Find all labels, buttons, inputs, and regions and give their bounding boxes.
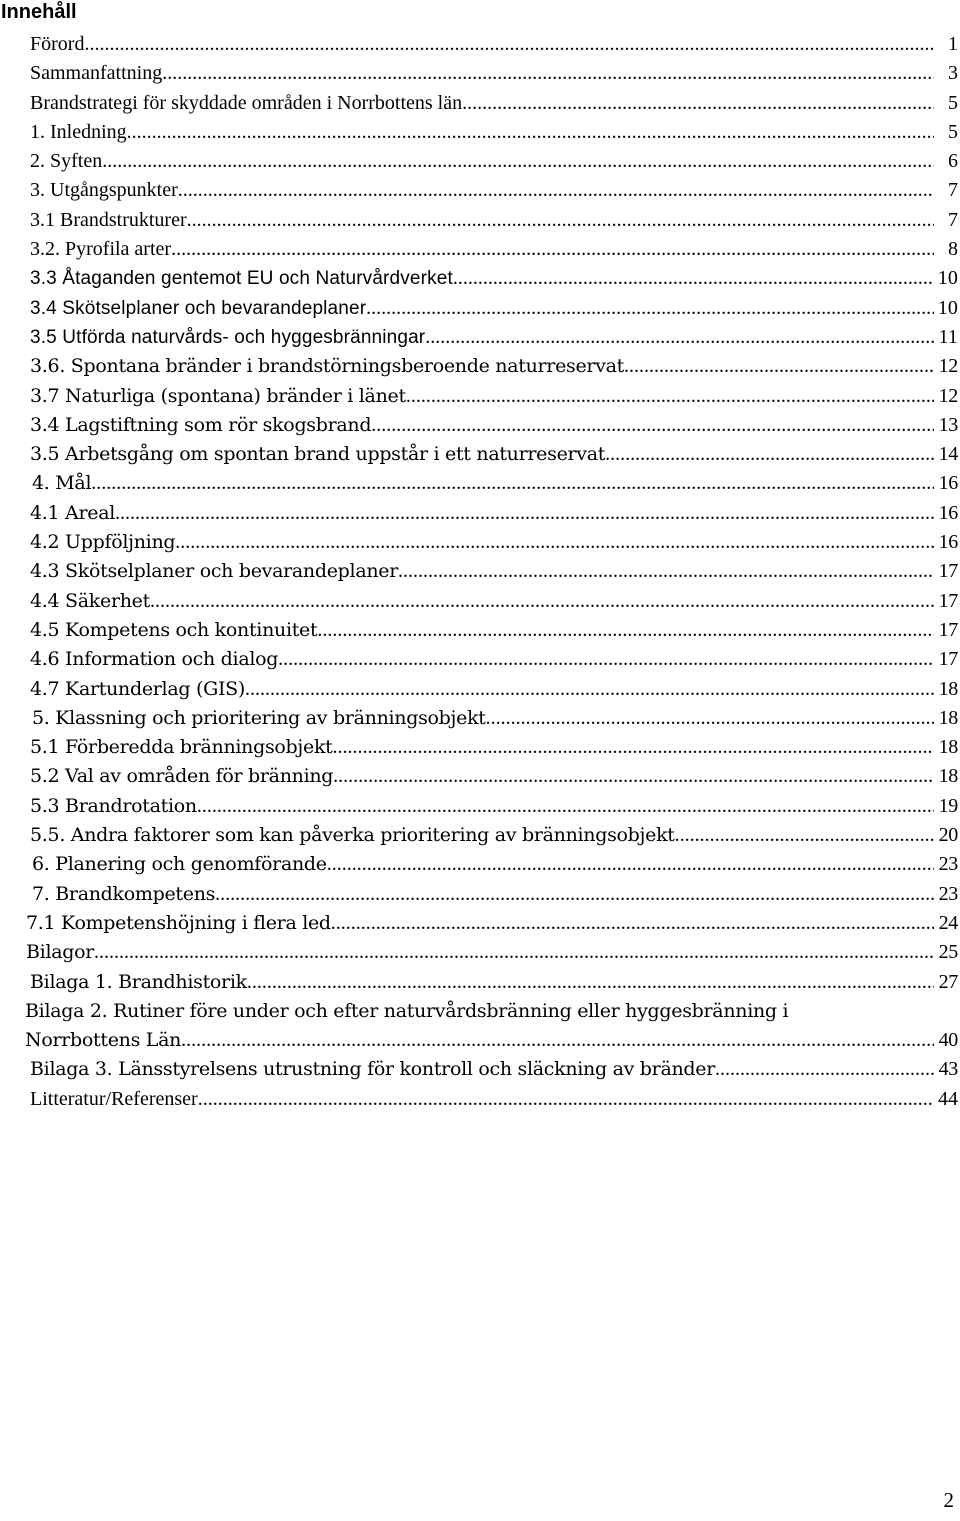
toc-entry-title: 5. Klassning och prioritering av bränningsobjekt [32,706,486,729]
toc-entry-leader [245,675,934,704]
toc-entry-title: Bilagor [26,941,95,964]
toc-entry-leader [333,762,934,791]
toc-entry-page: 20 [938,824,958,847]
toc-entry-title: 4.6 Information och dialog [30,648,279,671]
toc-entry-page: 10 [937,267,958,290]
toc-entry-utgangspunkter[interactable] [0,176,960,205]
toc-entry-title: Bilaga 1. Brandhistorik [30,970,247,993]
toc-entry-title: 3.2. Pyrofila arter [30,238,172,261]
toc-entry-kompetenshojning[interactable] [0,909,960,938]
toc-entry-title: 3.6. Spontana bränder i brandstörningsberoende naturreservat [30,355,624,378]
toc-entry-title: Sammanfattning [30,62,163,85]
toc-entry-page: 18 [938,677,958,700]
toc-entry-title: Förord [30,33,85,55]
toc-entry-title: 3.1 Brandstrukturer [30,208,187,231]
toc-entry-page: 12 [938,384,958,407]
toc-entry-title: 5.3 Brandrotation [30,794,197,817]
toc-entry-utforda-branningar[interactable] [0,323,960,352]
toc-entry-leader [171,235,934,264]
toc-entry-title: 4.7 Kartunderlag (GIS) [30,677,245,700]
toc-entry-leader [366,294,934,323]
toc-entry-leader [278,645,934,674]
toc-entry-title: 4.1 Areal [30,501,116,524]
toc-entry-title: 6. Planering och genomförande [32,853,327,876]
toc-entry-title: Bilaga 3. Länsstyrelsens utrustning för kontroll och släckning av bränder [30,1058,715,1081]
toc-heading: Innehåll [1,1,77,23]
toc-entry-bilaga-3[interactable] [0,1055,960,1084]
toc-entry-title: 3.3 Åtaganden gentemot EU och Naturvårdverket [30,268,453,290]
toc-entry-information[interactable] [0,645,960,674]
toc-entry-title: Litteratur/Referenser [30,1087,198,1110]
toc-entry-kompetens[interactable] [0,616,960,645]
toc-entry-sakerhet[interactable] [0,587,960,616]
toc-entry-leader [333,733,934,762]
toc-entry-page: 18 [938,765,958,788]
toc-entry-leader [175,528,934,557]
toc-entry-page: 16 [938,531,958,554]
toc-entry-title: 1. Inledning [30,120,127,143]
toc-entry-title: 5.1 Förberedda bränningsobjekt [30,736,333,759]
toc-entry-bilagor[interactable] [0,938,960,967]
toc-entry-page: 3 [948,62,958,85]
toc-entry-leader [181,1026,934,1055]
toc-entry-leader [331,909,934,938]
toc-entry-title: 4.5 Kompetens och kontinuitet [30,618,318,641]
toc-entry-leader [605,440,934,469]
toc-entry-planering[interactable] [0,850,960,879]
toc-entry-leader [425,323,934,352]
toc-entry-title: 4.4 Säkerhet [30,589,150,612]
toc-entry-val-av-omraden[interactable] [0,762,960,791]
toc-entry-uppfoljning[interactable] [0,528,960,557]
toc-entry-title: 4.2 Uppföljning [30,531,176,554]
toc-entry-leader [150,587,934,616]
toc-entry-page: 7 [948,208,958,231]
toc-entry-page: 24 [938,911,958,934]
toc-entry-leader [317,616,934,645]
toc-entry-title: 3.4 Lagstiftning som rör skogsbrand [30,413,372,436]
toc-entry-page: 8 [948,238,958,261]
toc-entry-leader [486,704,934,733]
toc-entry-leader [115,499,934,528]
table-of-contents [0,30,960,1114]
toc-entry-arbetsgang[interactable] [0,440,960,469]
toc-entry-title: 3.4 Skötselplaner och bevarandeplaner [30,297,367,319]
toc-entry-page: 44 [938,1087,958,1110]
toc-entry-page: 25 [938,941,958,964]
toc-entry-andra-faktorer[interactable] [0,821,960,850]
toc-entry-page: 14 [938,443,958,466]
toc-entry-mal[interactable] [0,469,960,498]
toc-entry-leader [462,89,934,118]
toc-entry-pyrofila-arter[interactable] [0,235,960,264]
toc-entry-leader [197,792,934,821]
toc-entry-brandstrukturer[interactable] [0,206,960,235]
toc-entry-kartunderlag[interactable] [0,675,960,704]
toc-entry-title: 4.3 Skötselplaner och bevarandeplaner [30,560,399,583]
toc-entry-title-line2: Norrbottens Län [25,1029,182,1052]
toc-entry-leader [94,938,934,967]
toc-entry-brandrotation[interactable] [0,792,960,821]
toc-entry-leader [84,30,934,59]
toc-entry-title: 4. Mål [32,472,92,495]
toc-entry-page: 17 [938,560,958,583]
toc-entry-page: 16 [938,472,958,495]
toc-entry-leader [102,147,934,176]
toc-entry-page: 17 [938,589,958,612]
toc-entry-title: 5.5. Andra faktorer som kan påverka prioritering av bränningsobjekt [30,824,675,847]
toc-entry-title: Brandstrategi för skyddade områden i Norrbottens län [30,91,463,114]
page-number: 2 [943,1488,954,1512]
toc-entry-title: 5.2 Val av områden för bränning [30,765,334,788]
toc-entry-page: 16 [938,501,958,524]
toc-entry-title: 3.5 Arbetsgång om spontan brand uppstår i ett naturreservat [30,443,606,466]
toc-entry-leader [398,557,934,586]
toc-entry-lagstiftning[interactable] [0,411,960,440]
toc-entry-title: 3.7 Naturliga (spontana) bränder i länet [30,384,406,407]
toc-entry-page: 43 [938,1058,958,1081]
toc-entry-page: 5 [948,120,958,143]
toc-entry-brandstrategi[interactable] [0,89,960,118]
toc-entry-title-line1: Bilaga 2. Rutiner före under och efter naturvårdsbränning eller hyggesbränning i [25,999,789,1022]
toc-entry-leader [178,176,934,205]
toc-entry-bilaga-2[interactable] [0,997,960,1056]
toc-entry-page: 7 [948,179,958,202]
toc-entry-inledning[interactable] [0,118,960,147]
toc-entry-leader [715,1055,934,1084]
toc-entry-page: 18 [938,706,958,729]
toc-entry-leader [198,1085,934,1114]
toc-entry-litteratur[interactable] [0,1085,960,1114]
toc-entry-leader [247,968,934,997]
toc-entry-leader [675,821,934,850]
toc-entry-page: 17 [938,648,958,671]
toc-entry-page: 18 [938,736,958,759]
toc-entry-skotselplaner-1[interactable] [0,294,960,323]
toc-entry-title: 3.5 Utförda naturvårds- och hyggesbränningar [30,326,426,348]
toc-entry-page: 17 [938,618,958,641]
toc-entry-forord[interactable] [0,30,960,59]
toc-entry-spontana-brander[interactable] [0,352,960,381]
toc-entry-skotselplaner-2[interactable] [0,557,960,586]
toc-entry-bilaga-1[interactable] [0,968,960,997]
toc-entry-page: 12 [938,355,958,378]
toc-entry-syften[interactable] [0,147,960,176]
toc-entry-page: 19 [938,794,958,817]
toc-entry-leader [162,59,934,88]
toc-entry-title: 2. Syften [30,150,103,173]
toc-entry-page: 5 [948,91,958,114]
toc-entry-areal[interactable] [0,499,960,528]
toc-entry-page: 23 [938,853,958,876]
toc-entry-page: 10 [937,296,958,319]
toc-entry-ataganden[interactable] [0,264,960,293]
toc-entry-page: 1 [948,33,958,55]
toc-entry-leader [187,206,934,235]
toc-entry-forberedda[interactable] [0,733,960,762]
toc-entry-page: 40 [938,1029,958,1052]
toc-entry-page: 11 [938,325,958,348]
toc-entry-brandkompetens[interactable] [0,880,960,909]
toc-entry-page: 13 [938,413,958,436]
toc-entry-title: 3. Utgångspunkter [30,179,178,202]
toc-entry-title: 7. Brandkompetens [32,882,216,905]
toc-entry-leader [91,469,934,498]
toc-entry-page: 23 [938,882,958,905]
toc-entry-leader [624,352,934,381]
toc-entry-title: 7.1 Kompetenshöjning i flera led [26,911,331,934]
toc-entry-leader [327,850,934,879]
toc-entry-page: 6 [948,150,958,173]
toc-entry-sammanfattning[interactable] [0,59,960,88]
toc-entry-leader [215,880,934,909]
toc-entry-klassning[interactable] [0,704,960,733]
toc-entry-leader [127,118,934,147]
toc-entry-naturliga-brander[interactable] [0,382,960,411]
toc-entry-leader [453,264,934,293]
toc-entry-leader [371,411,934,440]
toc-entry-leader [406,382,934,411]
toc-entry-page: 27 [938,970,958,993]
